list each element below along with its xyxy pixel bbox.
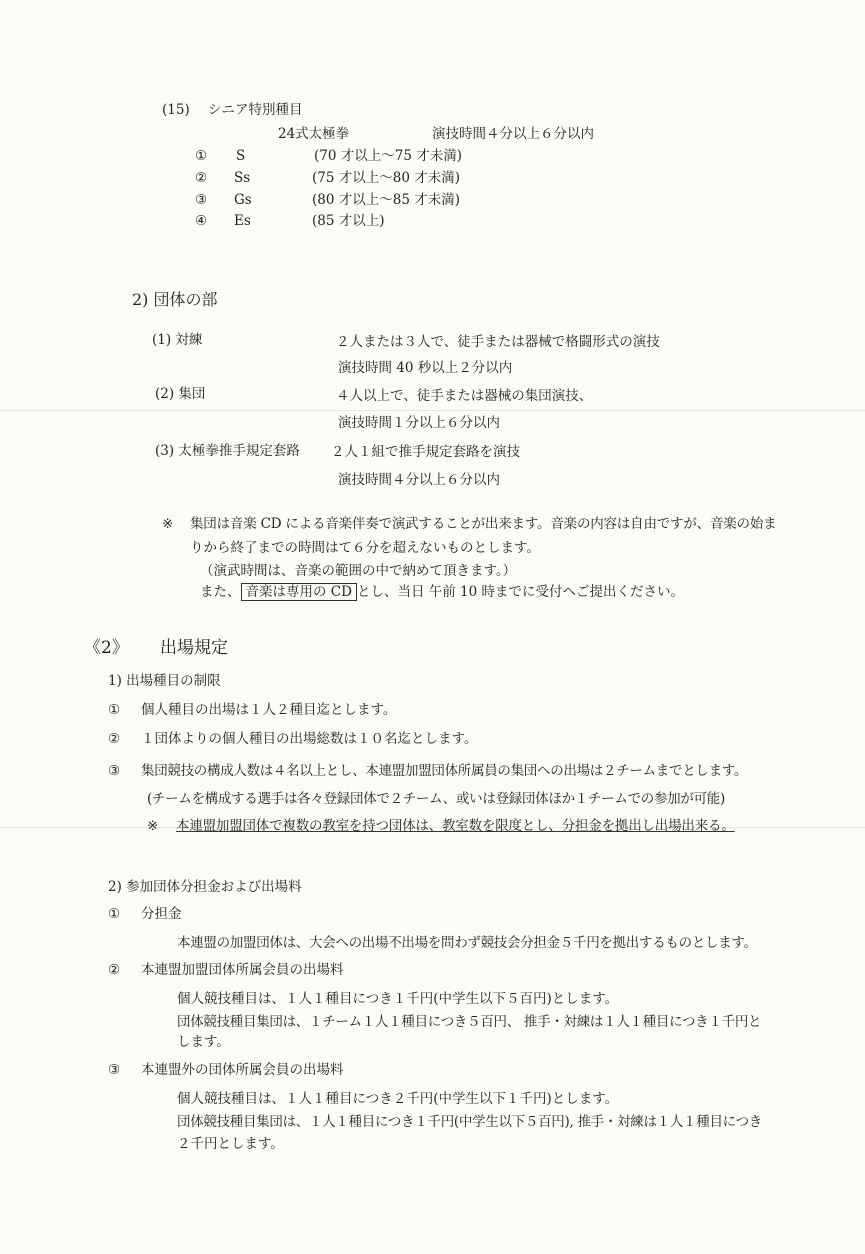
senior-row-mark: ③ — [195, 192, 208, 208]
rules-heading-number: 《2》 — [84, 638, 129, 658]
group-item-label: (2) 集団 — [155, 386, 206, 402]
fees-subheading: 2) 参加団体分担金および出場料 — [108, 879, 302, 895]
fee-body: 個人競技種目は、１人１種目につき２千円(中学生以下１千円)とします。 — [177, 1091, 619, 1107]
fee-body: します。 — [177, 1034, 230, 1050]
scan-line — [0, 410, 865, 411]
group-item-time: 演技時間１分以上６分以内 — [338, 415, 500, 431]
group-item-desc: ２人または３人で、徒手または器械で格闘形式の演技 — [336, 334, 660, 350]
group-note-line: りから終了までの時間はて６分を超えないものとします。 — [190, 540, 540, 556]
rules-heading: 出場規定 — [160, 638, 228, 658]
senior-row-mark: ② — [195, 170, 208, 186]
senior-row-age: (70 才以上～75 才未満) — [314, 148, 462, 164]
group-note-line — [200, 584, 684, 601]
fee-body: 個人競技種目は、１人１種目につき１千円(中学生以下５百円)とします。 — [177, 991, 619, 1007]
group-item-label: (3) 太極拳推手規定套路 — [155, 443, 300, 459]
note-text: とし、当日 午前 10 時までに受付へご提出ください。 — [356, 584, 685, 600]
rule-mark: ① — [108, 702, 121, 718]
group-note-line: 集団は音楽 CD による音楽伴奏で演武することが出来ます。音楽の内容は自由ですが、音楽の始ま — [190, 516, 777, 532]
fee-title: 本連盟外の団体所属会員の出場料 — [141, 1062, 344, 1078]
rule-text: １団体よりの個人種目の出場総数は１０名迄とします。 — [141, 731, 478, 747]
fee-title: 本連盟加盟団体所属会員の出場料 — [141, 962, 344, 978]
senior-event-name: 24式太極拳 — [278, 126, 350, 142]
fee-mark: ③ — [108, 1062, 121, 1078]
section-15-title: シニア特別種目 — [208, 102, 303, 118]
group-item-time: 演技時間４分以上６分以内 — [338, 472, 500, 488]
senior-row-code: Es — [234, 213, 251, 229]
group-item-label: (1) 対練 — [152, 332, 203, 348]
senior-row-mark: ① — [195, 148, 208, 164]
group-item-desc: ２人１組で推手規定套路を演技 — [331, 444, 520, 460]
senior-row-code: Ss — [234, 170, 251, 186]
senior-row-code: Gs — [234, 192, 252, 208]
rule-mark: ③ — [108, 763, 121, 779]
note-mark: ※ — [147, 818, 159, 834]
senior-event-time: 演技時間４分以上６分以内 — [432, 126, 594, 142]
group-note-line: （演武時間は、音楽の範囲の中で納めて頂きます。） — [200, 563, 517, 579]
note-text: また、 — [200, 584, 241, 600]
group-item-time: 演技時間 40 秒以上２分以内 — [338, 360, 513, 376]
rule-text: 個人種目の出場は１人２種目迄とします。 — [141, 702, 397, 718]
rule-mark: ② — [108, 731, 121, 747]
senior-row-code: S — [236, 148, 246, 164]
rules-subheading: 1) 出場種目の制限 — [108, 673, 221, 689]
fee-title: 分担金 — [141, 906, 182, 922]
fee-mark: ① — [108, 906, 121, 922]
section-15-number: (15) — [162, 102, 190, 118]
group-heading: 2) 団体の部 — [132, 290, 218, 309]
rule-text: 集団競技の構成人数は４名以上とし、本連盟加盟団体所属員の集団への出場は２チームまでとします。 — [141, 763, 748, 779]
fee-body: 団体競技種目集団は、１チーム１人１種目につき５百円、 推手・対練は１人１種目につき１千円と — [177, 1014, 762, 1030]
note-mark: ※ — [162, 516, 174, 532]
senior-row-mark: ④ — [195, 213, 208, 229]
rule-subtext: (チームを構成する選手は各々登録団体で２チーム、或いは登録団体ほか１チームでの参加が可能) — [147, 791, 725, 807]
fee-mark: ② — [108, 962, 121, 978]
senior-row-age: (80 才以上～85 才未満) — [312, 192, 460, 208]
fee-body: 本連盟の加盟団体は、大会への出場不出場を問わず競技会分担金５千円を拠出するものとします。 — [177, 935, 757, 951]
fee-body: ２千円とします。 — [177, 1136, 284, 1152]
senior-row-age: (85 才以上) — [312, 213, 385, 229]
group-item-desc: ４人以上で、徒手または器械の集団演技、 — [336, 388, 593, 404]
music-cd-box: 音楽は専用の CD — [241, 583, 357, 601]
senior-row-age: (75 才以上～80 才未満) — [312, 170, 460, 186]
fee-body: 団体競技種目集団は、１人１種目につき１千円(中学生以下５百円), 推手・対練は１人１種目につき — [177, 1114, 762, 1130]
rule-note-underlined: 本連盟加盟団体で複数の教室を持つ団体は、教室数を限度とし、分担金を拠出し出場出来る。 — [176, 818, 735, 834]
